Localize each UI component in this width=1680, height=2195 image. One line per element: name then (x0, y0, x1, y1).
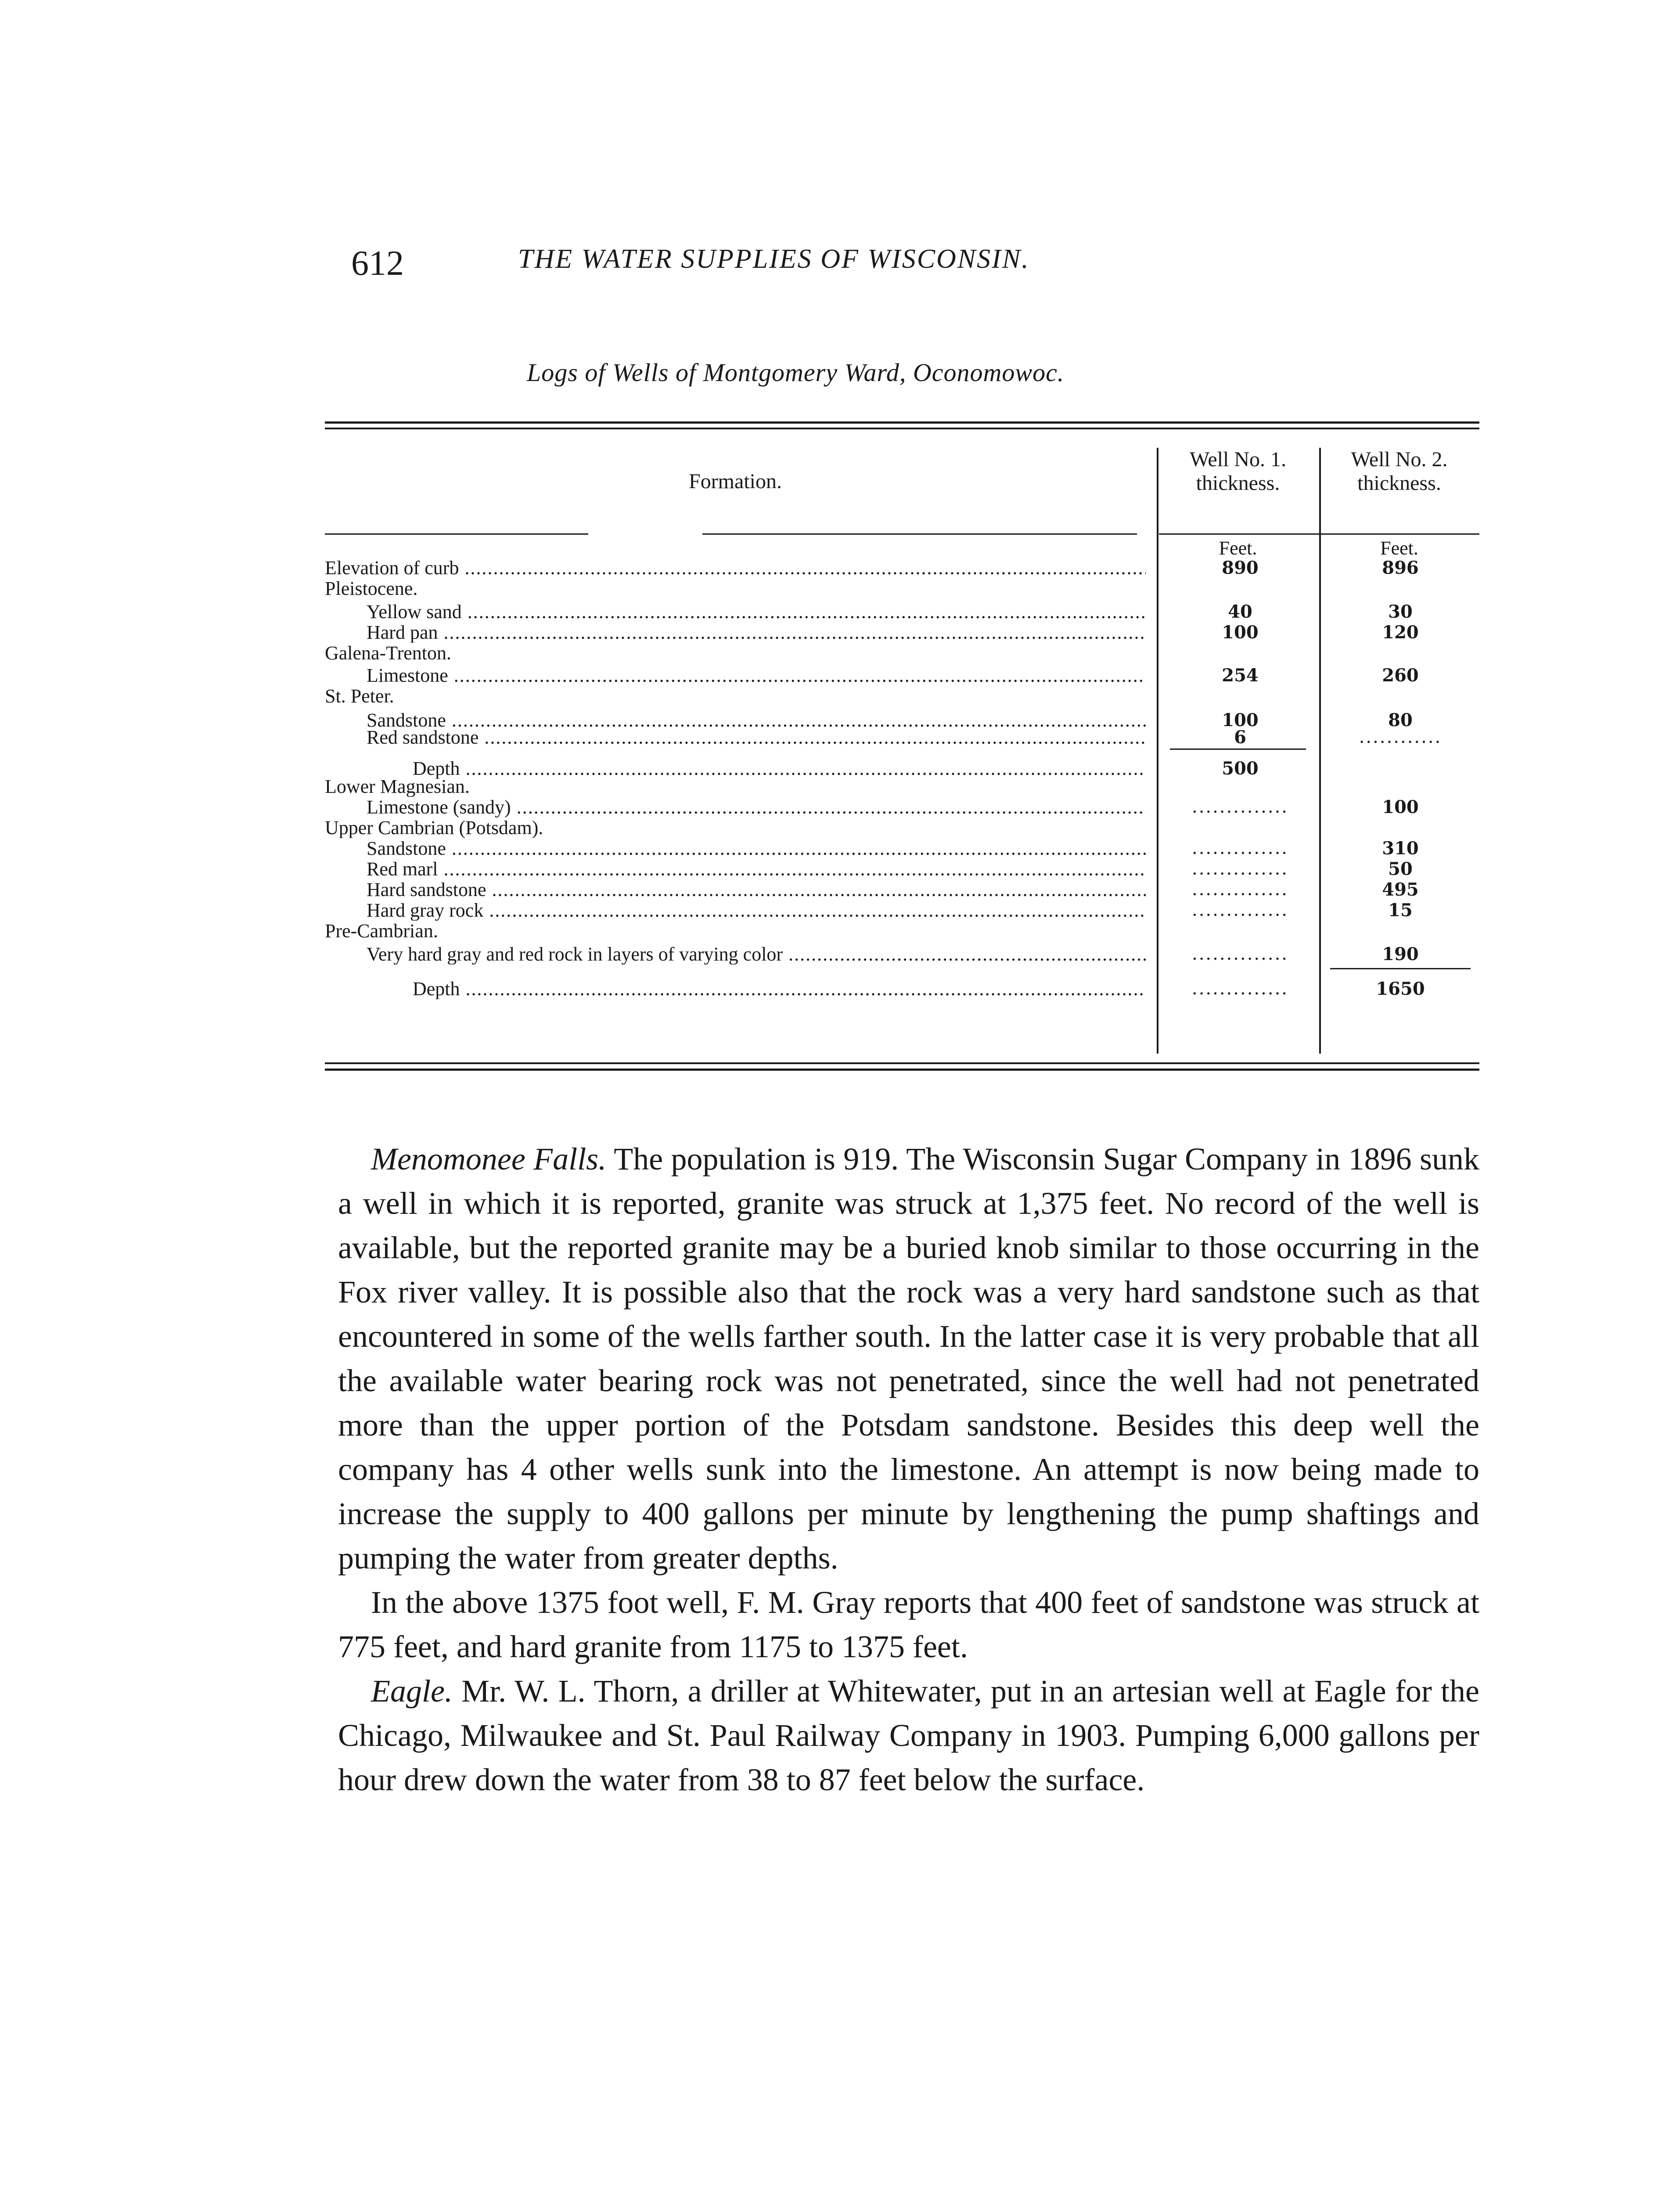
running-title: THE WATER SUPPLIES OF WISCONSIN. (518, 244, 1030, 274)
table-row (325, 622, 1479, 643)
row-well2: 120 (1382, 622, 1419, 643)
row-well1: .............. (1191, 944, 1288, 964)
table-row (325, 601, 1479, 622)
subtotal-gap (325, 743, 1479, 752)
table-body (325, 558, 1479, 999)
row-label: St. Peter. (325, 686, 394, 706)
row-well2: 50 (1388, 859, 1413, 879)
row-label: Pleistocene. (325, 578, 418, 599)
well2-header-line2: thickness. (1357, 471, 1441, 495)
subtotal-rule (1170, 748, 1306, 750)
row-well1: .............. (1191, 838, 1288, 858)
row-label: Elevation of curb ..... (325, 558, 1146, 578)
row-well2 (1326, 758, 1475, 779)
row-well1: .............. (1191, 859, 1288, 879)
well2-header (1319, 448, 1479, 495)
row-well2: 260 (1382, 665, 1419, 686)
well2-unit: Feet. (1380, 537, 1418, 559)
table-row (325, 838, 1479, 859)
row-label: Hard sandstone ..... (367, 879, 1146, 900)
table-row (325, 979, 1479, 999)
header-rule-left (325, 533, 588, 535)
table-top-rule-inner (325, 428, 1479, 429)
table-row (325, 879, 1479, 900)
row-well1: .............. (1191, 979, 1288, 999)
row-well1: .............. (1191, 879, 1288, 900)
row-label: Hard gray rock ..... (367, 900, 1146, 921)
row-label: Hard pan ..... (367, 622, 1146, 643)
row-well2: ............ (1359, 727, 1442, 747)
row-well1: 6 (1234, 727, 1246, 748)
row-label: Pre-Cambrian. (325, 921, 438, 941)
well1-header (1157, 448, 1319, 495)
paragraph-text: Mr. W. L. Thorn, a driller at Whitewater, put in an artesian well at Eagle for the Chicago, Milwaukee and St. Paul Railway Company in 1903. Pumping 6,000 gallons per hour drew down the water from 38 to 87 feet below the surface. (338, 1673, 1480, 1797)
row-well2: 1650 (1376, 979, 1425, 999)
well2-header-line1: Well No. 2. (1351, 448, 1448, 471)
table-row (325, 900, 1479, 921)
row-well2: 495 (1382, 879, 1419, 900)
table-top-rule (325, 421, 1479, 424)
row-well2: 15 (1388, 900, 1413, 921)
well1-header-line2: thickness. (1196, 471, 1280, 495)
subtotal-gap-2 (325, 958, 1479, 972)
row-label: Red sandstone ..... (367, 727, 1146, 748)
row-label: Galena-Trenton. (325, 643, 451, 663)
table-row (325, 776, 1479, 797)
place-name: Eagle. (371, 1673, 453, 1709)
row-well1: 254 (1222, 665, 1259, 686)
row-well2: 80 (1388, 710, 1413, 730)
header-rule-mid (702, 533, 1137, 535)
well-log-table (325, 421, 1479, 1080)
table-row (325, 665, 1479, 686)
row-well1: 100 (1222, 710, 1259, 730)
row-well1: 890 (1222, 558, 1259, 578)
table-row (325, 817, 1479, 838)
subtotal-rule-2 (1330, 968, 1471, 969)
row-label: Very hard gray and red rock in layers of varying color ..... (367, 944, 1146, 964)
formation-header: Formation. (689, 470, 782, 493)
row-well2: 310 (1382, 838, 1419, 859)
row-label: Sandstone ..... (367, 710, 1146, 730)
paragraph-eagle (338, 1669, 1479, 1802)
table-row (325, 758, 1479, 779)
row-label: Yellow sand ..... (367, 601, 1146, 622)
row-label: Depth ..... (413, 758, 1146, 779)
table-row (325, 686, 1479, 706)
row-label: Limestone ..... (367, 665, 1146, 686)
table-caption: Logs of Wells of Montgomery Ward, Oconomowoc. (527, 358, 1065, 387)
paragraph-gray-report (338, 1580, 1479, 1669)
paragraph-menomonee-falls (338, 1137, 1479, 1580)
well1-header-line1: Well No. 1. (1189, 448, 1287, 471)
table-row (325, 643, 1479, 663)
table-bottom-rule-inner (325, 1069, 1479, 1071)
table-row (325, 558, 1479, 578)
row-well2: 100 (1382, 797, 1419, 817)
table-row (325, 921, 1479, 941)
row-well2: 190 (1382, 944, 1419, 964)
row-well2: 30 (1388, 601, 1413, 622)
row-well2: 896 (1382, 558, 1419, 578)
row-label: Limestone (sandy) ..... (367, 797, 1146, 817)
well1-unit: Feet. (1219, 537, 1257, 559)
row-label: Red marl ..... (367, 859, 1146, 879)
row-label: Lower Magnesian. (325, 776, 470, 797)
row-label: Sandstone ..... (367, 838, 1146, 859)
row-well1: 500 (1222, 758, 1259, 779)
row-well1: 40 (1228, 601, 1252, 622)
paragraph-text: The population is 919. The Wisconsin Sugar Company in 1896 sunk a well in which it is reported, granite was struck at 1,375 feet. No record of the well is available, but the reported granite may be a buried knob similar to those occurring in the Fox river valley. It is possible also that the rock was a very hard sandstone such as that encountered in some of the wells farther south. In the latter case it is very probable that all the available water bearing rock was not penetrated, since the well had not penetrated more than the upper portion of the Potsdam sandstone. Besides this deep well the company has 4 other wells sunk into the limestone. An attempt is now being made to increase the supply to 400 gallons per minute by lengthening the pump shaftings and pumping the water from greater depths. (338, 1141, 1480, 1576)
row-label: Depth ..... (413, 979, 1146, 999)
table-row (325, 859, 1479, 879)
table-bottom-rule (325, 1062, 1479, 1064)
table-row (325, 797, 1479, 817)
body-text (338, 1137, 1479, 1802)
row-well1: 100 (1222, 622, 1259, 643)
page-number: 612 (351, 244, 404, 283)
row-well1: .............. (1191, 797, 1288, 817)
table-row (325, 578, 1479, 599)
row-label: Upper Cambrian (Potsdam). (325, 817, 543, 838)
row-well1: .............. (1191, 900, 1288, 920)
paragraph-text: In the above 1375 foot well, F. M. Gray reports that 400 feet of sandstone was struck at 775 feet, and hard granite from 1175 to 1375 feet. (338, 1585, 1479, 1664)
place-name: Menomonee Falls. (371, 1141, 607, 1177)
